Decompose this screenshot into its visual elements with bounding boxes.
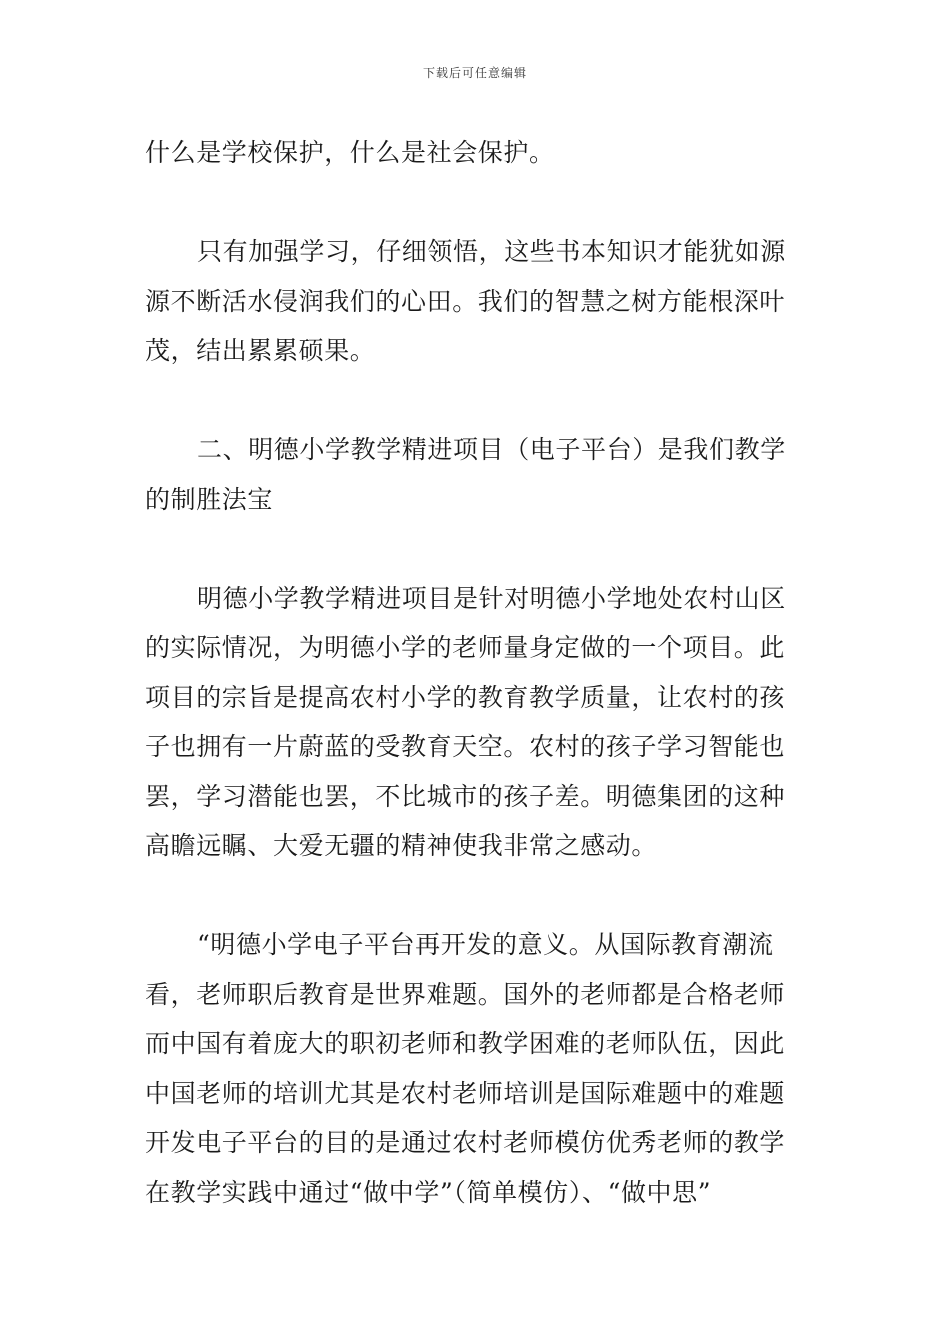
text-line: “明德小学电子平台再开发的意义。从国际教育潮流 <box>197 930 774 959</box>
text-line: 项目的宗旨是提高农村小学的教育教学质量，让农村的孩 <box>145 682 786 712</box>
text-line: 开发电子平台的目的是通过农村老师模仿优秀老师的教学 <box>145 1128 786 1157</box>
text-line: 中国老师的培训尤其是农村老师培训是国际难题中的难题 <box>145 1078 786 1108</box>
text-line: 子也拥有一片蔚蓝的受教育天空。农村的孩子学习智能也 <box>145 732 786 761</box>
paragraph-school-social-protection <box>145 128 805 178</box>
text-line: 罢，学习潜能也罢，不比城市的孩子差。明德集团的这种 <box>145 781 786 811</box>
text-line: 什么是学校保护，什么是社会保护。 <box>145 138 555 167</box>
text-line: 茂，结出累累硕果。 <box>145 336 376 365</box>
text-line: 在教学实践中通过“做中学”（简单模仿）、“做中思” <box>145 1177 712 1207</box>
paragraph-project-purpose <box>145 574 805 871</box>
text-line: 而中国有着庞大的职初老师和教学困难的老师队伍，因此 <box>145 1029 786 1058</box>
page-header-note: 下载后可任意编辑 <box>422 66 527 80</box>
paragraph-study-wisdom <box>145 227 805 376</box>
text-line: 高瞻远瞩、大爱无疆的精神使我非常之感动。 <box>145 831 658 860</box>
text-line: 源不断活水侵润我们的心田。我们的智慧之树方能根深叶 <box>145 286 786 316</box>
text-line: 的实际情况，为明德小学的老师量身定做的一个项目。此 <box>145 633 786 662</box>
document-body <box>145 128 805 1267</box>
section-heading-two <box>145 425 805 524</box>
paragraph-platform-significance <box>145 920 805 1217</box>
text-line: 看，老师职后教育是世界难题。国外的老师都是合格老师 <box>145 979 786 1009</box>
text-line: 的制胜法宝 <box>145 484 274 514</box>
text-line: 二、明德小学教学精进项目（电子平台）是我们教学 <box>197 435 786 464</box>
text-line: 明德小学教学精进项目是针对明德小学地处农村山区 <box>197 583 786 613</box>
text-line: 只有加强学习，仔细领悟，这些书本知识才能犹如源 <box>197 237 786 266</box>
